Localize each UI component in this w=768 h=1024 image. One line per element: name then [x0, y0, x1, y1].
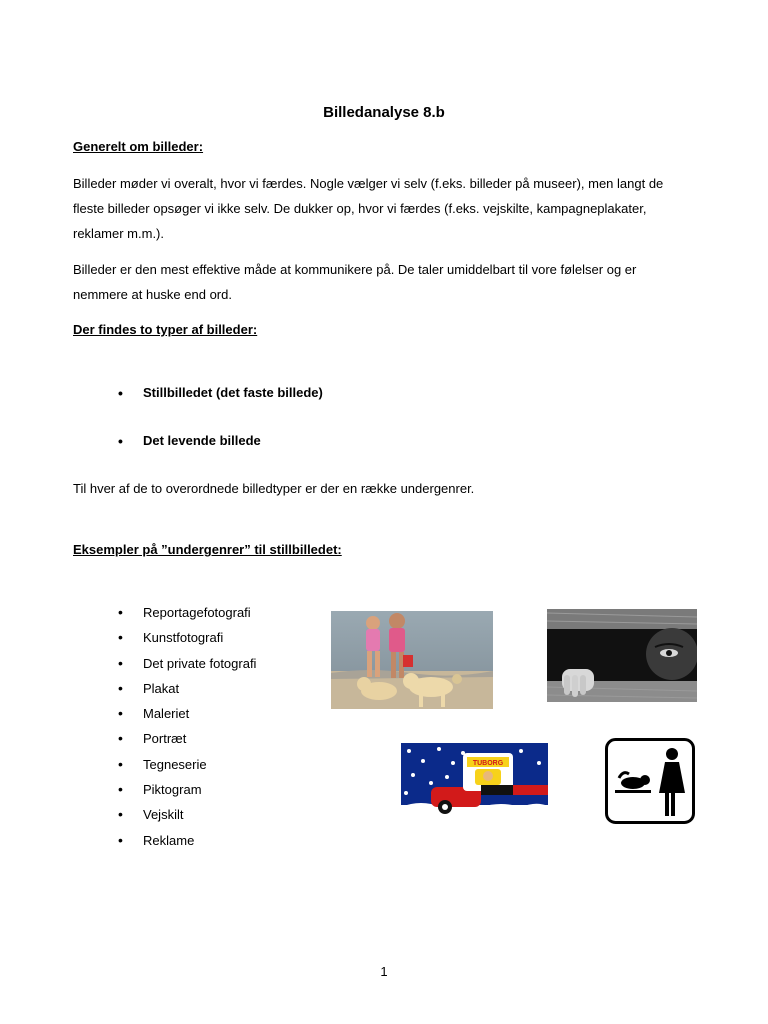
list-item: • Reklame [118, 828, 256, 853]
list-item: • Reportagefotografi [118, 600, 256, 625]
section-heading-types: Der findes to typer af billeder: [73, 322, 258, 337]
image-types-list [118, 382, 323, 478]
paragraph-intro: Billeder møder vi overalt, hvor vi færdes. Nogle vælger vi selv (f.eks. billeder på museer), men langt de fleste billeder opsøger vi ikke selv. De dukker op, hvor vi færdes (f.eks. vejskilte, kampagneplakater, reklamer m.m.). [73, 176, 664, 241]
section-heading-general: Generelt om billeder: [73, 139, 204, 154]
comic-truck-image [401, 743, 548, 823]
page-number: 1 [380, 964, 388, 979]
list-item: • Det levende billede [118, 430, 323, 478]
list-item: • Maleriet [118, 701, 256, 726]
beach-photo [331, 611, 493, 709]
peeking-eye-photo [547, 609, 697, 702]
comic-sign-text: TUBORG [472, 760, 504, 767]
list-item: • Portræt [118, 726, 256, 751]
list-item: • Piktogram [118, 777, 256, 802]
paragraph-effective: Billeder er den mest effektive måde at kommunikere på. De taler umiddelbart til vore følelser og er nemmere at huske end ord. [73, 262, 637, 302]
baby-changing-pictogram [605, 738, 695, 824]
list-item: • Stillbilledet (det faste billede) [118, 382, 323, 430]
list-item: • Plakat [118, 676, 256, 701]
paragraph-subgenres: Til hver af de to overordnede billedtyper er der en række undergenrer. [73, 481, 475, 496]
list-item: • Det private fotografi [118, 651, 256, 676]
section-heading-examples: Eksempler på ”undergenrer” til stillbilledet: [73, 542, 342, 557]
page-title: Billedanalyse 8.b [323, 104, 445, 121]
list-item: • Vejskilt [118, 802, 256, 827]
list-item: • Kunstfotografi [118, 625, 256, 650]
subgenre-list [118, 600, 256, 853]
list-item: • Tegneserie [118, 752, 256, 777]
